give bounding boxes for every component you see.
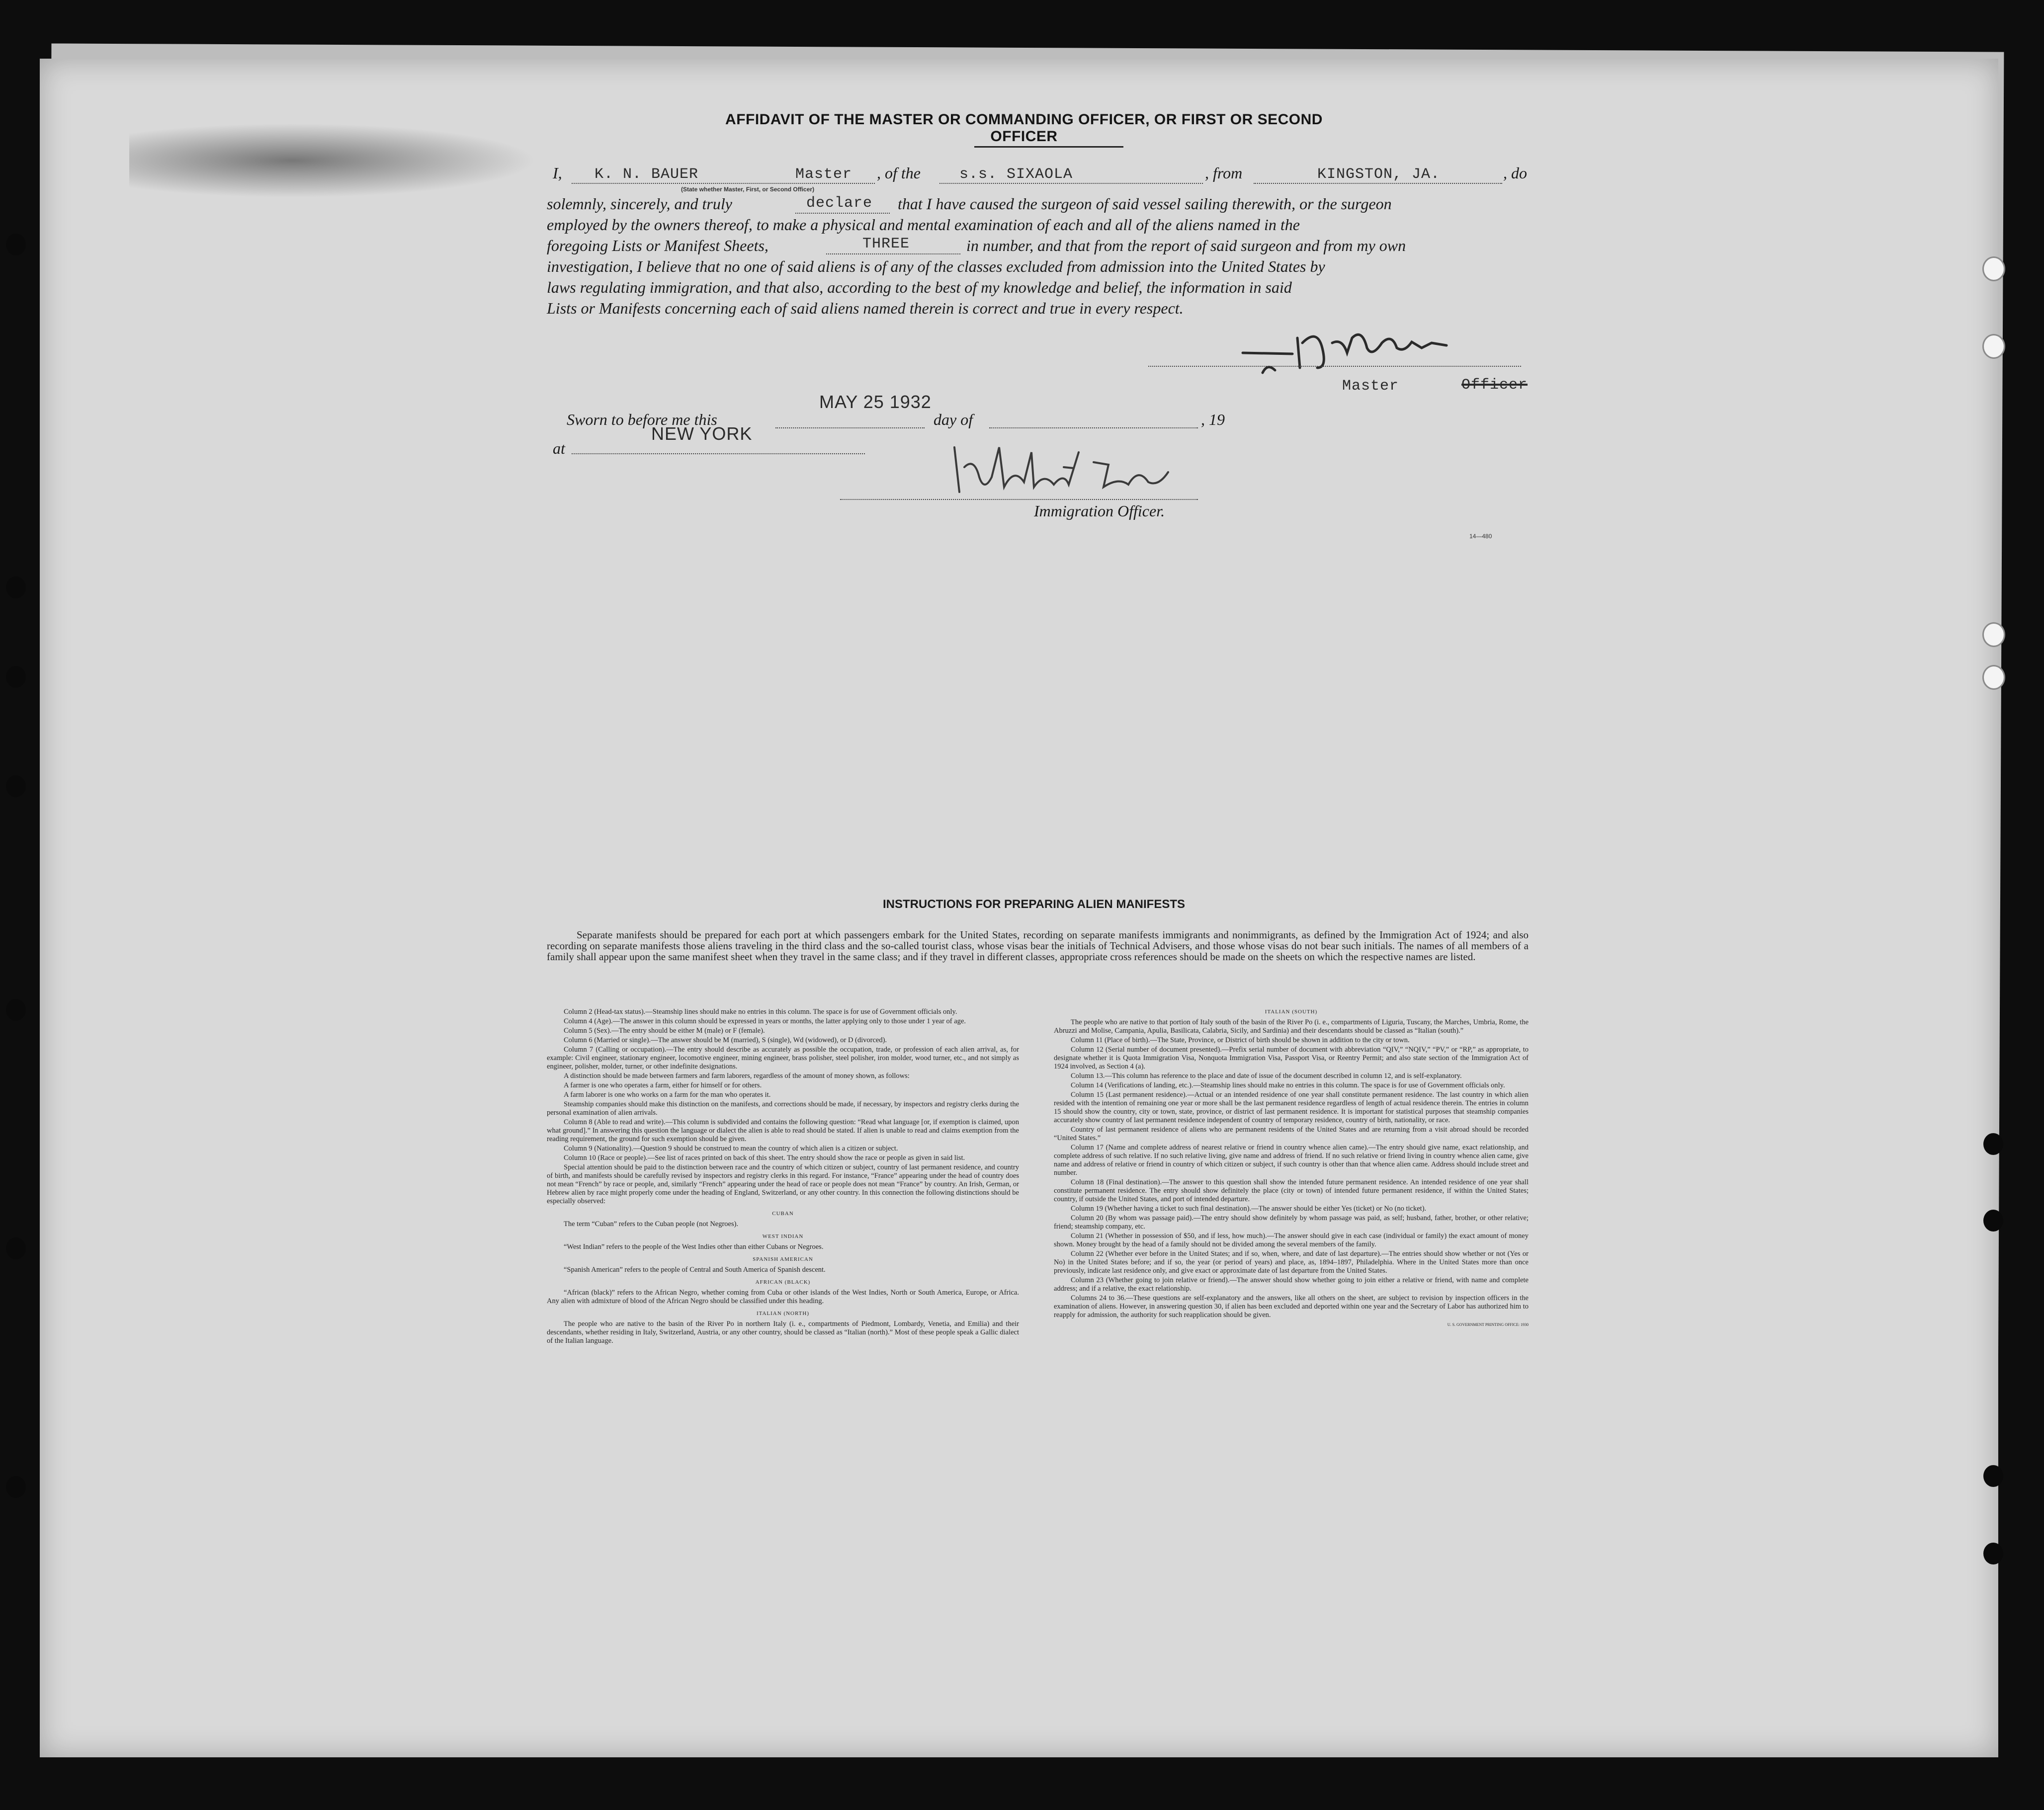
- punch-hole-icon: [1982, 665, 2005, 690]
- month-field-line: [989, 427, 1198, 428]
- instruction-paragraph: Column 8 (Able to read and write).—This column is subdivided and contains the following question: “Read what language [or, if exemption is claimed, upon what ground].” In answering this question the language or dialect the alien is able to read should be stated. If alien is unable to read and claims exemption from the reading requirement, the ground for such exemption should be given.: [547, 1118, 1019, 1143]
- punch-hole-icon: [1982, 256, 2005, 281]
- instruction-paragraph: Column 12 (Serial number of document presented).—Prefix serial number of document with abbreviation “QIV,” “NQIV,” “PV,” or “RP,” as appropriate, to designate whether it is Quota Immigration Visa, Nonquota Immigration Visa, Passport Visa, or Reentry Permit; and also state section of the Immigration Act of 1924 involved, as Section 4 (a).: [1054, 1046, 1529, 1070]
- verb-field: declare: [806, 195, 873, 212]
- master-signature: [1233, 318, 1471, 383]
- instruction-paragraph: A distinction should be made between farmers and farm laborers, regardless of the amount of money shown, as follows:: [564, 1072, 910, 1080]
- instruction-paragraph: Column 7 (Calling or occupation).—The entry should describe as accurately as possible the occupation, trade, or profession of each alien arrival, as, for example: Civil engineer, stationary engineer, locomotive engineer, mining engineer, brass polisher, steel polisher, iron molder, wood turner, etc., and not simply as engineer, polisher, molder, turner, or other indefinite designations.: [547, 1046, 1019, 1070]
- sworn-date-stamp: MAY 25 1932: [819, 392, 932, 412]
- affidavit-i-label: I,: [553, 164, 562, 182]
- section-heading: WEST INDIAN: [762, 1234, 804, 1239]
- vessel-field-line: [939, 183, 1203, 184]
- instruction-paragraph: Column 21 (Whether in possession of $50, and if less, how much).—The answer should give in each case (individual or family) the exact amount of money shown. Money brought by the head of a family should not be divided among the several members of the family.: [1054, 1232, 1529, 1248]
- affidavit-line-7: Lists or Manifests concerning each of said aliens named therein is correct and true in every respect.: [547, 299, 1184, 317]
- from-label: , from: [1205, 164, 1243, 182]
- instruction-paragraph: Column 23 (Whether going to join relative or friend).—The answer should show whether going to join either a relative or friend, with name and complete address; and if a relative, the exact relationship.: [1054, 1276, 1529, 1293]
- punch-hole-icon: [1982, 334, 2005, 359]
- form-number: 14—480: [1469, 533, 1492, 540]
- instruction-paragraph: Column 9 (Nationality).—Question 9 should be construed to mean the country of which alien is a citizen or subject.: [564, 1145, 898, 1152]
- instruction-paragraph: “West Indian” refers to the people of the West Indies other than either Cubans or Negroes.: [564, 1243, 824, 1251]
- day-of-label: day of: [934, 411, 973, 428]
- officer-caption: Immigration Officer.: [1034, 502, 1165, 520]
- instruction-paragraph: Column 5 (Sex).—The entry should be either M (male) or F (female).: [564, 1027, 765, 1035]
- at-label: at: [553, 439, 565, 457]
- sheets-count-field: THREE: [862, 236, 910, 252]
- instructions-intro: Separate manifests should be prepared for each port at which passengers embark for the United States, recording on separate manifests immigrants and nonimmigrants, as defined by the Immigration Act of 1924; and also recording on separate manifests those aliens traveling in the third class and the so-called tourist class, whose visas bear the initials of Technical Advisers, and those whose visas do not bear such initials. The names of all members of a family shall appear upon the same manifest sheet when they travel in the same class; and if they travel in different classes, appropriate cross references should be made on the sheets on which the respective names are listed.: [547, 929, 1529, 963]
- affidavit-line-4a: foregoing Lists or Manifest Sheets,: [547, 237, 768, 254]
- instruction-paragraph: Column 18 (Final destination).—The answer to this question shall show the intended future permanent residence. An intended residence of one year shall constitute permanent residence. The entry should show definitely the place (city or town) of intended future permanent residence, if within the United States; country, if outside the United States, and port of intended departure.: [1054, 1178, 1529, 1203]
- signer-title-struck: Officer: [1461, 377, 1528, 394]
- affidavit-line-5: investigation, I believe that no one of said aliens is of any of the classes excluded from admission into the United States by: [547, 257, 1325, 275]
- affidavit-line-4b: in number, and that from the report of said surgeon and from my own: [966, 237, 1406, 254]
- verb-field-line: [795, 213, 890, 214]
- section-heading: SPANISH AMERICAN: [753, 1256, 813, 1262]
- officer-signature-line: [840, 499, 1198, 500]
- instruction-paragraph: A farmer is one who operates a farm, either for himself or for others.: [564, 1081, 762, 1089]
- instruction-paragraph: The term “Cuban” refers to the Cuban people (not Negroes).: [564, 1220, 739, 1228]
- affidavit-line-2b: that I have caused the surgeon of said vessel sailing therewith, or the surgeon: [898, 195, 1392, 213]
- instructions-right-column: [1054, 1008, 1529, 1329]
- instruction-paragraph: Column 13.—This column has reference to the place and date of issue of the document described in column 12, and is self-explanatory.: [1071, 1072, 1462, 1080]
- punch-hole-icon: [1983, 1465, 2003, 1487]
- officer-name-field: K. N. BAUER: [595, 166, 699, 183]
- affidavit-title: AFFIDAVIT OF THE MASTER OR COMMANDING OFFICER, OR FIRST OR SECOND OFFICER: [725, 111, 1323, 145]
- instructions-title: INSTRUCTIONS FOR PREPARING ALIEN MANIFESTS: [882, 898, 1185, 911]
- title-divider: [974, 146, 1123, 148]
- punch-hole-icon: [1983, 1133, 2003, 1155]
- punch-hole-icon: [1982, 622, 2005, 647]
- master-signature-line: [1148, 366, 1521, 367]
- instruction-paragraph: Column 6 (Married or single).—The answer should be M (married), S (single), Wd (widowed), or D (divorced).: [564, 1036, 887, 1044]
- vessel-field: s.s. SIXAOLA: [959, 166, 1073, 183]
- of-the-label: , of the: [877, 164, 921, 182]
- punch-hole-icon: [6, 576, 26, 598]
- punch-hole-icon: [6, 999, 26, 1021]
- instruction-paragraph: The people who are native to the basin of the River Po in northern Italy (i. e., compartments of Piedmont, Lombardy, Venetia, and Emilia) and their descendants, whether residing in Italy, Switzerland, Austria, or any other country, should be classed as “Italian (north).” Most of these people speak a Gallic dialect of the Italian language.: [547, 1320, 1019, 1345]
- punch-hole-icon: [6, 1476, 26, 1498]
- place-field-line: [572, 453, 865, 454]
- instruction-paragraph: “Spanish American” refers to the people of Central and South America of Spanish descent.: [564, 1266, 826, 1274]
- port-field: KINGSTON, JA.: [1317, 166, 1441, 183]
- officer-rank-field: Master: [795, 166, 852, 183]
- instruction-paragraph: Column 11 (Place of birth).—The State, Province, or District of birth should be shown in addition to the city or town.: [1071, 1036, 1410, 1044]
- printer-imprint: U. S. GOVERNMENT PRINTING OFFICE: 1930: [1447, 1322, 1529, 1327]
- punch-hole-icon: [6, 775, 26, 797]
- instruction-paragraph: Column 15 (Last permanent residence).—Actual or an intended residence of one year shall constitute permanent residence. The last country in which alien resided with the intention of remaining one year or more shall be the last permanent residence regardless of length of actual residence therein. The entries in column 15 should show the country, city or town, state, province, or district of last permanent residence. It is important for statistical purposes that steamship companies accurately show country of last permanent residence independent of country of temporary residence, country of birth, nationality, or race.: [1054, 1091, 1529, 1124]
- instruction-paragraph: Special attention should be paid to the distinction between race and the country of which citizen or subject, country of last permanent residence, and country of birth, and manifests should be carefully revised by inspectors and registry clerks in this regard. For instance, “France” appearing under the head of country does not mean “French” by race or people, and, similarly “French” appearing under the head of race or people does not mean “France” by country. An Irish, German, or Hebrew alien by race might properly come under the heading of England, Switzerland, or any other country. In this connection the following distinctions should be especially observed:: [547, 1163, 1019, 1205]
- signer-title: Master: [1342, 378, 1399, 395]
- port-field-line: [1254, 183, 1502, 184]
- ink-smudge: [129, 123, 537, 198]
- place-stamp: NEW YORK: [651, 423, 753, 444]
- instruction-paragraph: Column 14 (Verifications of landing, etc.).—Steamship lines should make no entries in this column. The space is for use of Government officials only.: [1071, 1081, 1505, 1089]
- instructions-left-column: [547, 1008, 1019, 1346]
- section-heading: ITALIAN (SOUTH): [1265, 1009, 1318, 1015]
- instruction-paragraph: Column 2 (Head-tax status).—Steamship lines should make no entries in this column. The space is for use of Government officials only.: [564, 1008, 957, 1016]
- instruction-paragraph: Column 17 (Name and complete address of nearest relative or friend in country whence alien came).—The entry should give name, exact relationship, and complete address of such relative. If no such relative living, give name and address of friend. If no such relative or friend living in country whence alien came, give name and address of relative or friend in country of which citizen or subject, if such country is other than that whence alien came. Address should include street and number.: [1054, 1144, 1529, 1177]
- rank-note: (State whether Master, First, or Second Officer): [681, 186, 815, 193]
- instruction-paragraph: Column 4 (Age).—The answer in this column should be expressed in years or months, the latter applying only to those under 1 year of age.: [564, 1017, 966, 1025]
- section-heading: AFRICAN (BLACK): [755, 1279, 811, 1285]
- sworn-label: Sworn to before me this: [567, 411, 717, 428]
- punch-hole-icon: [6, 666, 26, 688]
- instruction-paragraph: Steamship companies should make this distinction on the manifests, and corrections should be made, if necessary, by inspectors and registry clerks during the personal examination of alien arrivals.: [547, 1100, 1019, 1117]
- punch-hole-icon: [1983, 1210, 2003, 1232]
- date-field-line: [775, 427, 925, 428]
- instruction-paragraph: A farm laborer is one who works on a farm for the man who operates it.: [564, 1091, 771, 1099]
- punch-hole-icon: [6, 1237, 26, 1259]
- instruction-paragraph: Column 10 (Race or people).—See list of races printed on back of this sheet. The entry should show the race or people as given in said list.: [564, 1154, 965, 1162]
- affidavit-line-6: laws regulating immigration, and that also, according to the best of my knowledge and belief, the information in said: [547, 278, 1292, 296]
- instruction-paragraph: Column 20 (By whom was passage paid).—The entry should show definitely by whom passage was paid, as self; husband, father, brother, or other relative; friend; steamship company, etc.: [1054, 1214, 1529, 1231]
- section-heading: CUBAN: [772, 1211, 794, 1217]
- instruction-paragraph: Column 19 (Whether having a ticket to such final destination).—The answer should be either Yes (ticket) or No (no ticket).: [1071, 1205, 1427, 1213]
- section-heading: ITALIAN (NORTH): [756, 1311, 810, 1316]
- sheets-field-line: [826, 253, 960, 254]
- year-label: , 19: [1201, 411, 1225, 428]
- punch-hole-icon: [1983, 1543, 2003, 1564]
- do-label: , do: [1503, 164, 1527, 182]
- instruction-paragraph: “African (black)” refers to the African Negro, whether coming from Cuba or other islands of the West Indies, North or South America, Europe, or Africa. Any alien with admixture of blood of the African Negro should be classified under this heading.: [547, 1289, 1019, 1305]
- name-field-line: [572, 183, 875, 184]
- immigration-officer-signature: [944, 437, 1213, 502]
- instruction-paragraph: Country of last permanent residence of aliens who are permanent residents of the United States and are returning from a visit abroad should be recorded “United States.”: [1054, 1126, 1529, 1142]
- instruction-paragraph: Columns 24 to 36.—These questions are self-explanatory and the answers, like all others on the sheet, are subject to revision by inspection officers in the examination of aliens. However, in answering question 30, if alien has been excluded and deported within one year and the Secretary of Labor has authorized him to reapply for admission, the authority for such reapplication should be given.: [1054, 1294, 1529, 1319]
- affidavit-line-2a: solemnly, sincerely, and truly: [547, 195, 732, 213]
- instruction-paragraph: Column 22 (Whether ever before in the United States; and if so, when, where, and date of last departure).—The entries should show whether or not (Yes or No) in the United States before; and if so, the year (or period of years) and place, as, 1894–1897, Philadelphia. Where in the United States more than once previously, indicate last residence only, and give exact or approximate date of last departure from the United States.: [1054, 1250, 1529, 1275]
- instruction-paragraph: The people who are native to that portion of Italy south of the basin of the River Po (i. e., compartments of Liguria, Tuscany, the Marches, Umbria, Rome, the Abruzzi and Molise, Campania, Apulia, Basilicata, Calabria, Sicily, and Sardinia) and their descendants should be classed as “Italian (south).”: [1054, 1018, 1529, 1035]
- punch-hole-icon: [6, 234, 26, 255]
- affidavit-line-3: employed by the owners thereof, to make a physical and mental examination of each and all of the aliens named in the: [547, 216, 1300, 234]
